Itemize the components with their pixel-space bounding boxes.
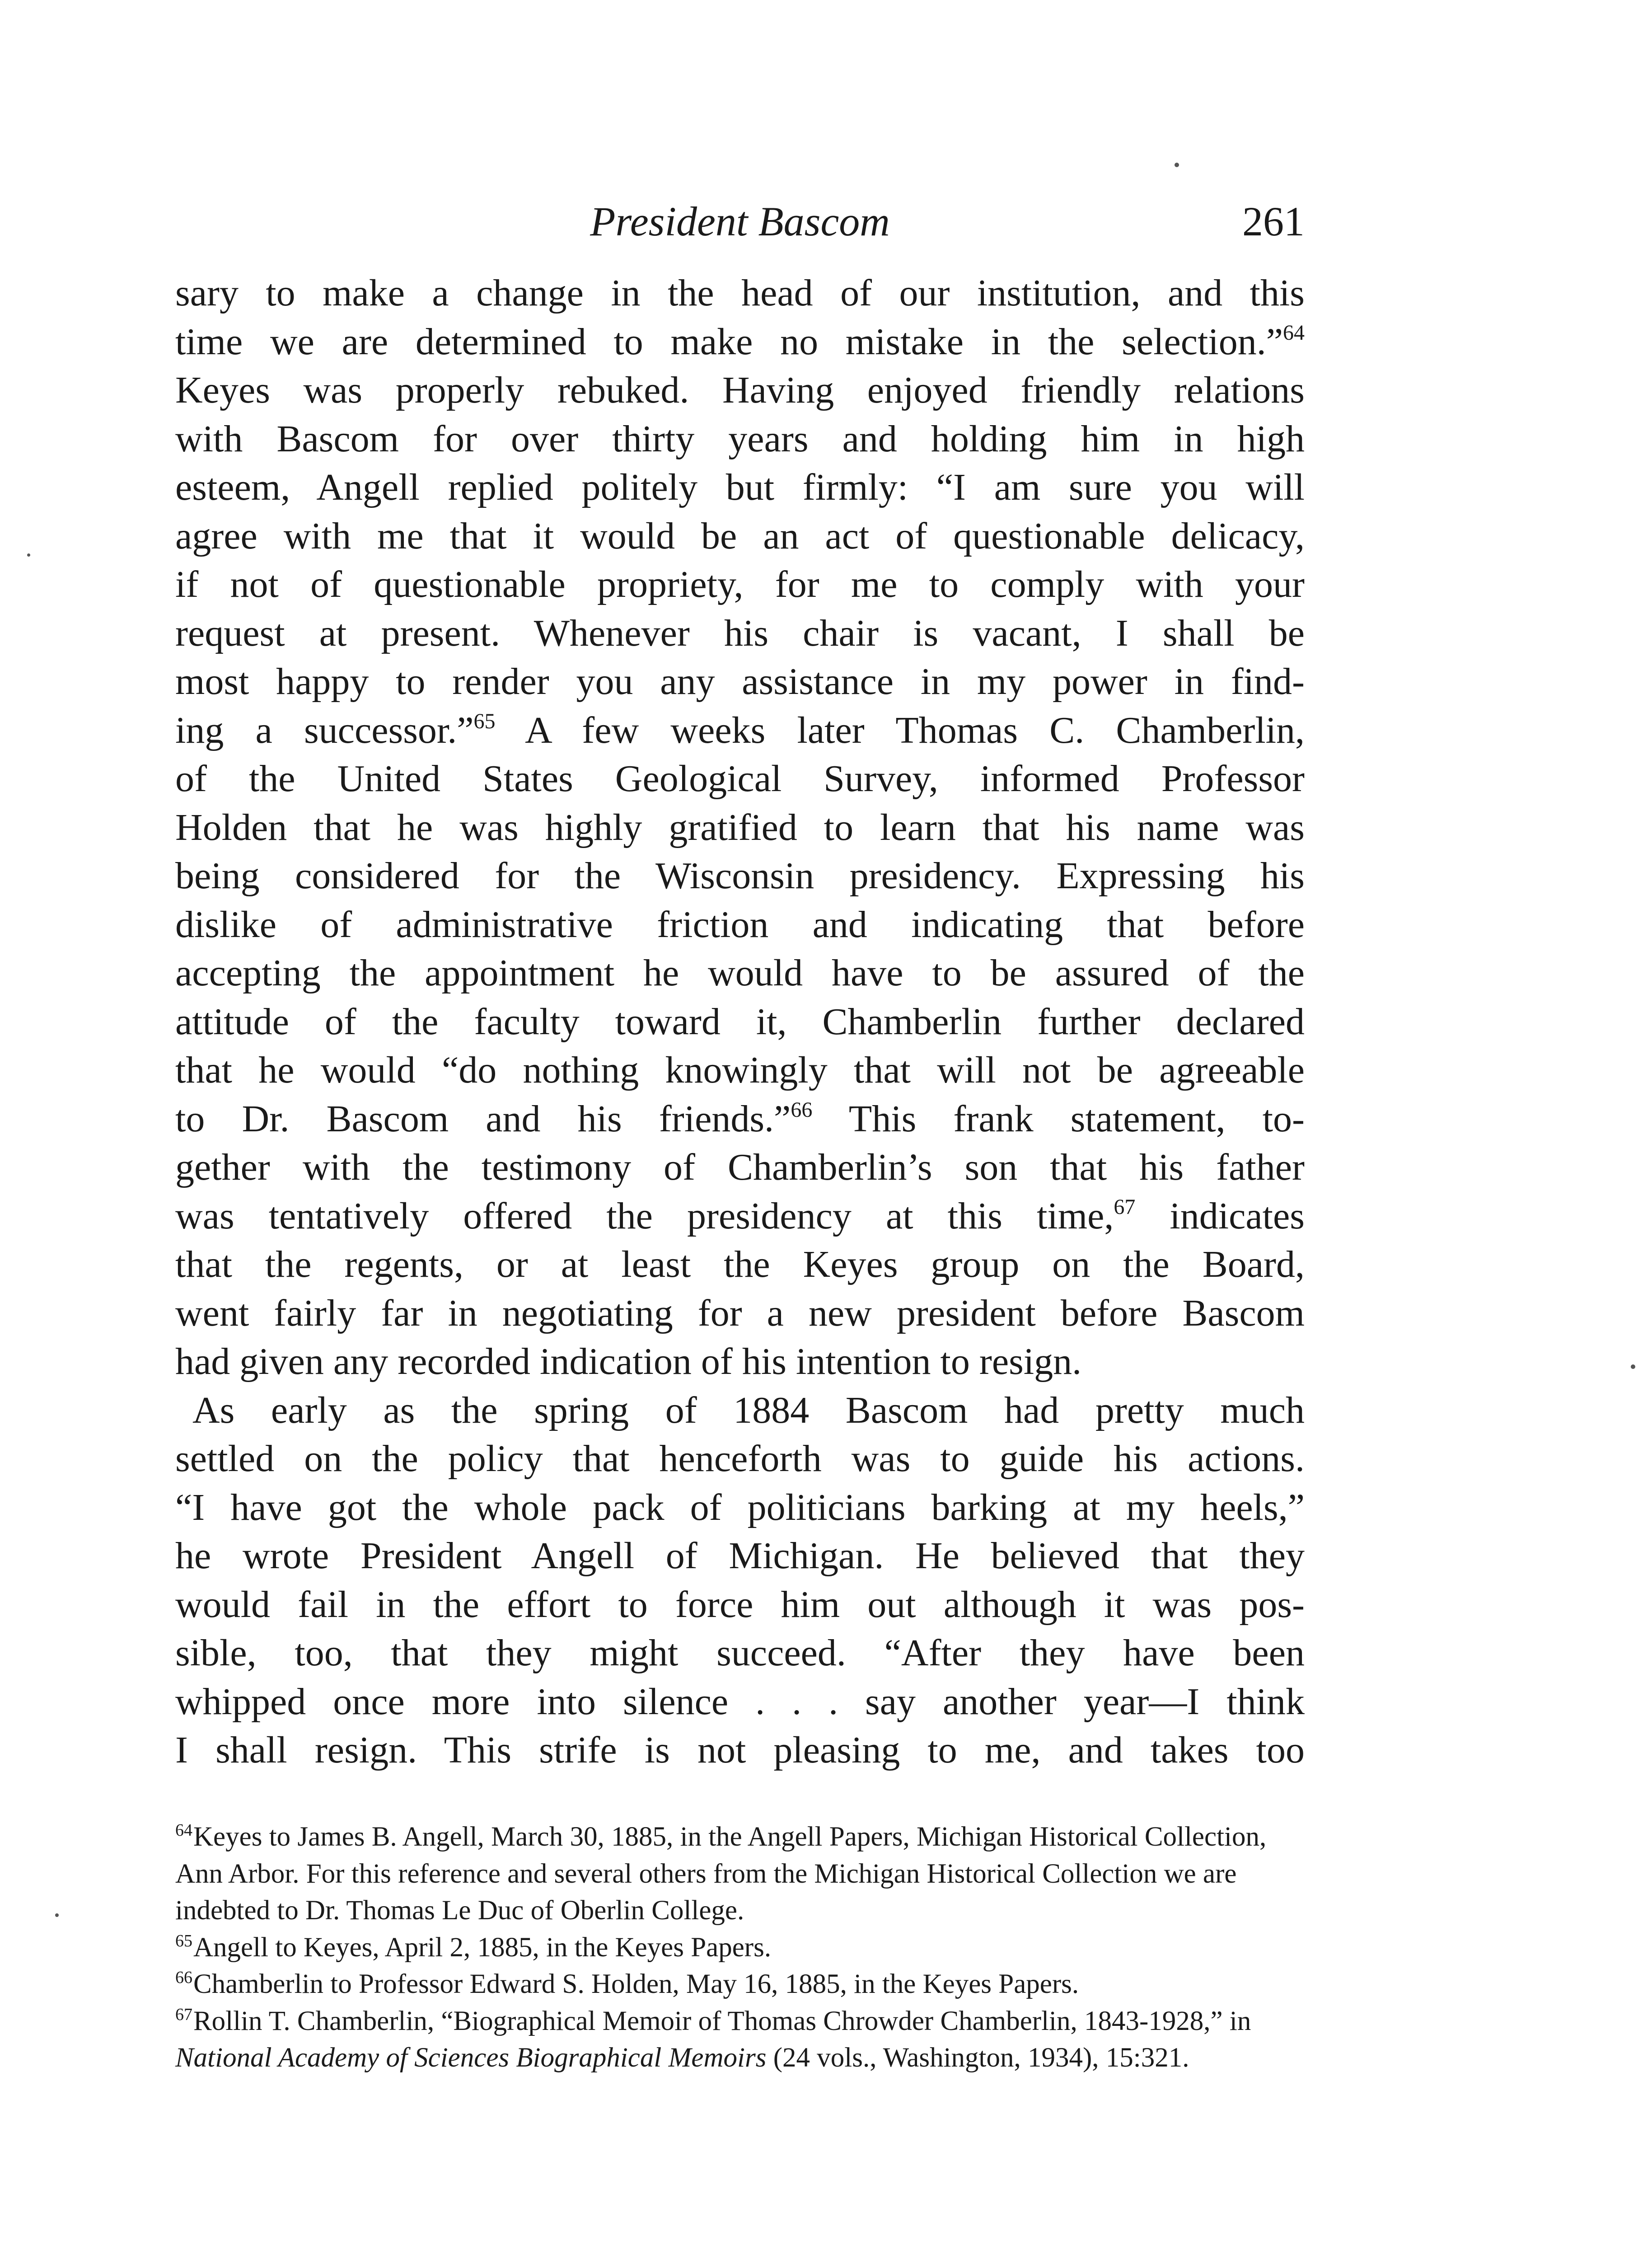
paper-speck xyxy=(27,553,30,557)
text-line: had given any recorded indication of his intention to resign. xyxy=(175,1340,1082,1383)
text-line: with Bascom for over thirty years and holding him in high xyxy=(175,417,1305,460)
footnote-ref: 67 xyxy=(1114,1195,1136,1219)
text-line: of the United States Geological Survey, informed Professor xyxy=(175,758,1305,800)
text-line: would fail in the effort to force him out although it was pos- xyxy=(175,1583,1305,1626)
text-line: that the regents, or at least the Keyes group on the Board, xyxy=(175,1243,1305,1285)
footnote-text: Rollin T. Chamberlin, “Biographical Memoir of Thomas Chrowder Chamberlin, 1843-1928,” in xyxy=(193,2006,1251,2036)
footnote-66 xyxy=(175,1966,1305,2003)
text-line: dislike of administrative friction and indicating that before xyxy=(175,903,1305,946)
text-line: whipped once more into silence . . . say another year—I think xyxy=(175,1680,1305,1723)
text-line: ing a successor.”$^{65}$ A few weeks later Thomas C. Chamberlin, xyxy=(175,709,1305,751)
text-line: Holden that he was highly gratified to learn that his name was xyxy=(175,806,1305,848)
text-line: settled on the policy that henceforth was to guide his actions. xyxy=(175,1438,1305,1480)
text-line: As early as the spring of 1884 Bascom had pretty much xyxy=(192,1389,1305,1431)
text-line: esteem, Angell replied politely but firmly: “I am sure you will xyxy=(175,466,1305,508)
footnote-ref: 64 xyxy=(1283,320,1305,345)
page-number: 261 xyxy=(1242,198,1305,244)
text-line: accepting the appointment he would have to be assured of the xyxy=(175,952,1305,994)
footnote-67 xyxy=(175,2003,1305,2076)
footnote-text: Keyes to James B. Angell, March 30, 1885, in the Angell Papers, Michigan Historical Collection, Ann Arbor. For this reference and several others from the Michigan Historical Collection we are indebted to Dr. Thomas Le Duc of Oberlin College. xyxy=(175,1822,1267,1926)
text-line: attitude of the faculty toward it, Chamberlin further declared xyxy=(175,1000,1305,1043)
text-line: most happy to render you any assistance in my power in find- xyxy=(175,661,1305,703)
footnote-ref: 66 xyxy=(791,1097,813,1122)
footnote-number: 66 xyxy=(175,1968,192,1987)
text-line: sible, too, that they might succeed. “After they have been xyxy=(175,1632,1305,1674)
text-line: if not of questionable propriety, for me to comply with your xyxy=(175,563,1305,605)
footnotes xyxy=(175,1818,1305,2076)
paper-speck xyxy=(1175,163,1179,167)
text-line: time we are determined to make no mistake in the selection.”$^{64}$ xyxy=(175,320,1305,363)
body-text xyxy=(175,269,1305,1775)
running-title: President Bascom xyxy=(590,198,890,244)
footnote-text: Chamberlin to Professor Edward S. Holden, May 16, 1885, in the Keyes Papers. xyxy=(193,1969,1079,1999)
paper-speck xyxy=(1631,1364,1635,1369)
footnote-text: (24 vols., Washington, 1934), 15:321. xyxy=(766,2043,1189,2073)
footnote-number: 65 xyxy=(175,1931,192,1950)
footnote-italic-title: National Academy of Sciences Biographical Memoirs xyxy=(175,2043,767,2073)
text-line: to Dr. Bascom and his friends.”$^{66}$ This frank statement, to- xyxy=(175,1097,1305,1140)
footnote-64 xyxy=(175,1818,1305,1929)
footnote-text: Angell to Keyes, April 2, 1885, in the Keyes Papers. xyxy=(193,1932,772,1963)
running-head xyxy=(175,194,1305,248)
text-line: that he would “do nothing knowingly that will not be agreeable xyxy=(175,1049,1305,1091)
text-line: agree with me that it would be an act of questionable delicacy, xyxy=(175,515,1305,557)
text-line: sary to make a change in the head of our institution, and this xyxy=(175,272,1305,314)
text-line: was tentatively offered the presidency at this time,$^{67}$ indicates xyxy=(175,1195,1305,1237)
text-line: I shall resign. This strife is not pleasing to me, and takes too xyxy=(175,1729,1305,1771)
text-line: request at present. Whenever his chair is vacant, I shall be xyxy=(175,612,1305,654)
text-line: being considered for the Wisconsin presidency. Expressing his xyxy=(175,855,1305,897)
footnote-65 xyxy=(175,1929,1305,1966)
paper-speck xyxy=(55,1913,59,1917)
text-line: he wrote President Angell of Michigan. He believed that they xyxy=(175,1535,1305,1577)
footnote-number: 67 xyxy=(175,2005,192,2024)
text-line: “I have got the whole pack of politicians barking at my heels,” xyxy=(175,1486,1305,1528)
text-line: Keyes was properly rebuked. Having enjoyed friendly relations xyxy=(175,369,1305,411)
text-line: gether with the testimony of Chamberlin’s son that his father xyxy=(175,1146,1305,1188)
text-line: went fairly far in negotiating for a new president before Bascom xyxy=(175,1292,1305,1334)
footnote-number: 64 xyxy=(175,1821,192,1840)
footnote-ref: 65 xyxy=(473,709,496,733)
